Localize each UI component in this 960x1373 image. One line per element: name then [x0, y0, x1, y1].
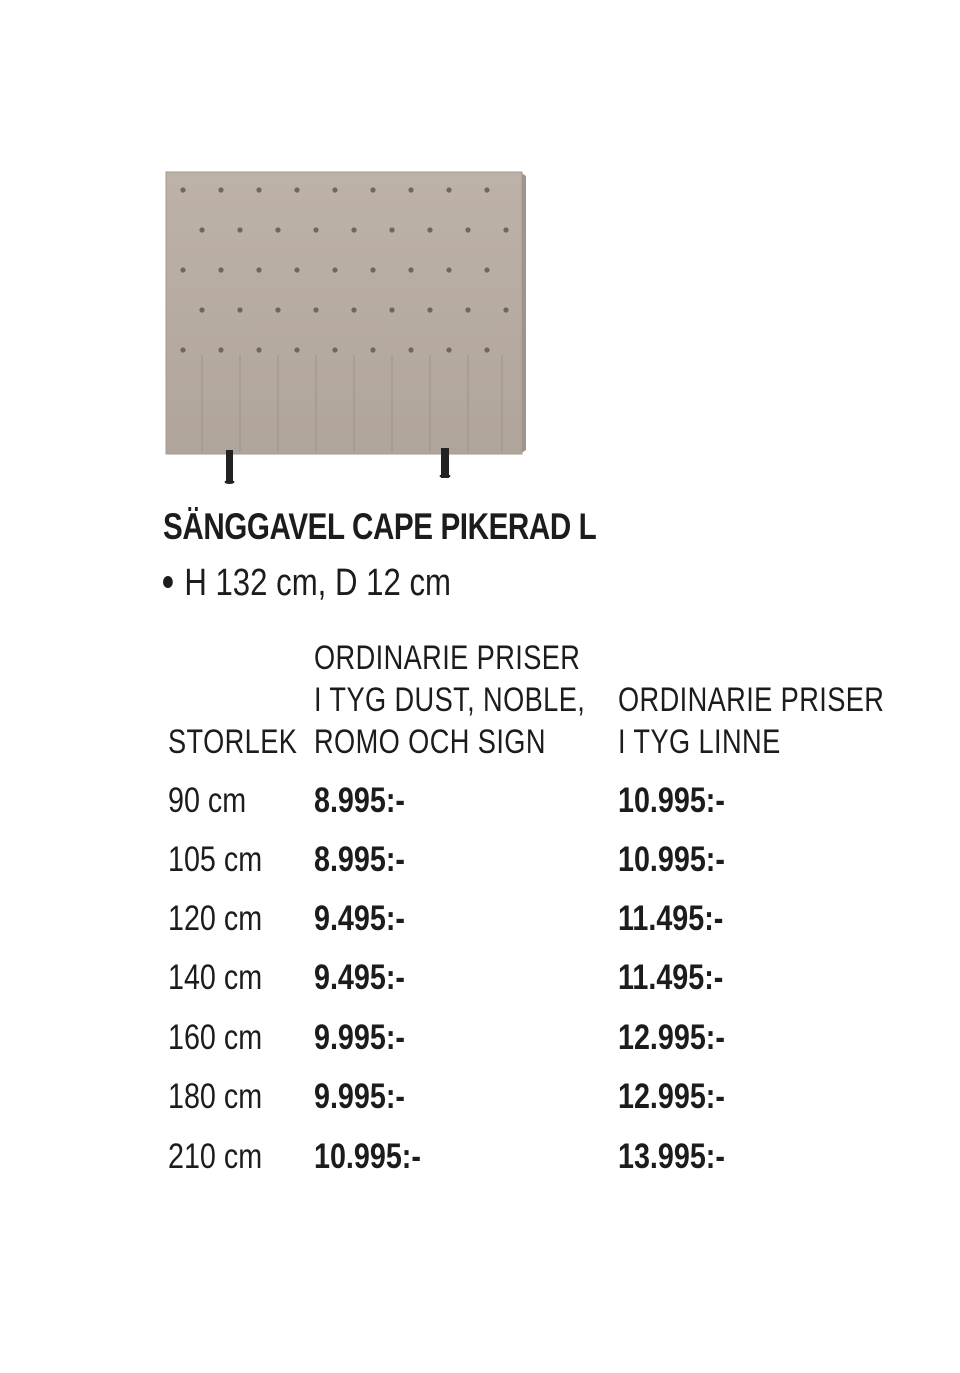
size-cell: 105 cm [168, 840, 263, 879]
price-regular-cell: 9.995:- [314, 1077, 405, 1116]
spec-text: H 132 cm, D 12 cm [184, 562, 451, 604]
price-linne-cell: 12.995:- [618, 1077, 725, 1116]
bullet-icon [163, 576, 173, 588]
size-cell: 180 cm [168, 1077, 263, 1116]
price-regular-cell: 8.995:- [314, 840, 405, 879]
header-linne-line1: ORDINARIE PRISER [618, 681, 885, 719]
product-spec [163, 562, 451, 605]
size-cell: 210 cm [168, 1137, 263, 1176]
table-row [0, 897, 960, 947]
size-cell: 160 cm [168, 1018, 263, 1057]
price-linne-cell: 11.495:- [618, 958, 724, 997]
price-regular-cell: 8.995:- [314, 781, 405, 820]
size-cell: 120 cm [168, 899, 263, 938]
price-regular-cell: 10.995:- [314, 1137, 421, 1176]
product-title: SÄNGGAVEL CAPE PIKERAD L [163, 506, 597, 547]
table-row [0, 779, 960, 829]
table-row [0, 1016, 960, 1066]
price-linne-cell: 11.495:- [618, 899, 724, 938]
size-cell: 90 cm [168, 781, 247, 820]
price-linne-cell: 10.995:- [618, 781, 725, 820]
header-linne-prices [618, 679, 884, 763]
header-linne-line2: I TYG LINNE [618, 723, 781, 761]
header-size: STORLEK [168, 723, 298, 761]
table-row [0, 1075, 960, 1125]
headboard-image [150, 150, 550, 490]
price-regular-cell: 9.495:- [314, 899, 405, 938]
price-regular-cell: 9.995:- [314, 1018, 405, 1057]
table-row [0, 1135, 960, 1185]
header-regular-line1: ORDINARIE PRISER [314, 639, 581, 677]
price-linne-cell: 12.995:- [618, 1018, 725, 1057]
price-regular-cell: 9.495:- [314, 958, 405, 997]
header-regular-line2: I TYG DUST, NOBLE, [314, 681, 586, 719]
price-linne-cell: 13.995:- [618, 1137, 725, 1176]
table-row [0, 956, 960, 1006]
header-regular-line3: ROMO OCH SIGN [314, 723, 546, 761]
header-regular-prices [314, 637, 585, 763]
size-cell: 140 cm [168, 958, 263, 997]
price-linne-cell: 10.995:- [618, 840, 725, 879]
table-row [0, 838, 960, 888]
